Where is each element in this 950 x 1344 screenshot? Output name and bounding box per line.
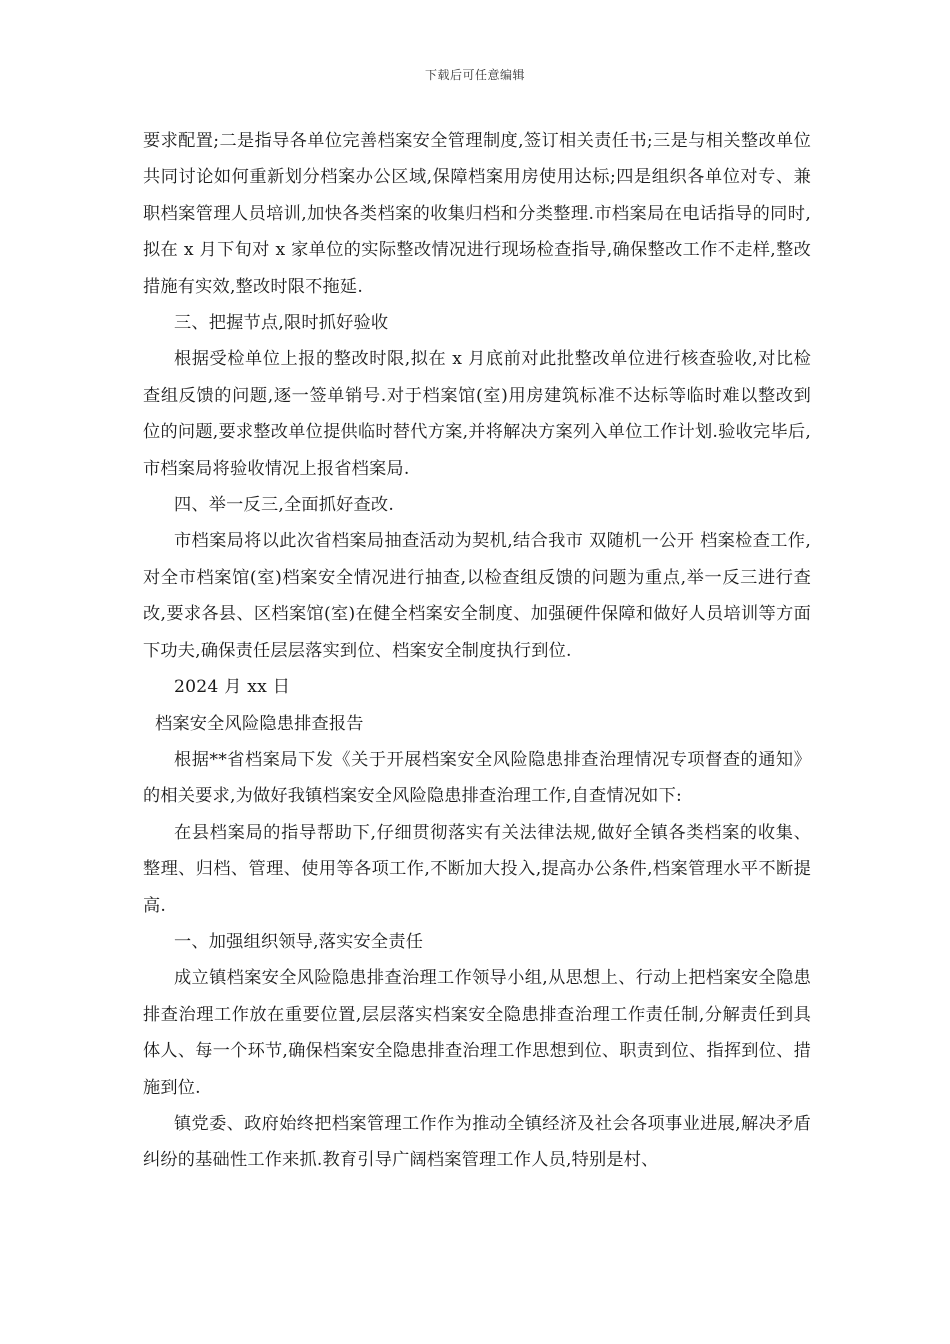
paragraph-leadership: 成立镇档案安全风险隐患排查治理工作领导小组,从思想上、行动上把档案安全隐患排查治理工作放在重要位置,层层落实档案安全隐患排查治理工作责任制,分解责任到具体人、每一个环节,确保档案安全隐患排查治理工作思想到位、职责到位、指挥到位、措施到位.: [143, 968, 811, 1098]
paragraph-guidance: 在县档案局的指导帮助下,仔细贯彻落实有关法律法规,做好全镇各类档案的收集、整理、归档、管理、使用等各项工作,不断加大投入,提高办公条件,档案管理水平不断提高.: [143, 822, 811, 916]
paragraph-party-committee: 镇党委、政府始终把档案管理工作作为推动全镇经济及社会各项事业进展,解决矛盾纠纷的基础性工作来抓.教育引导广阔档案管理工作人员,特别是村、: [143, 1113, 811, 1171]
paragraph-inspection: 市档案局将以此次省档案局抽查活动为契机,结合我市 双随机一公开 档案检查工作,对全市档案馆(室)档案安全情况进行抽查,以检查组反馈的问题为重点,举一反三进行查改,要求各县、区档案馆(室)在健全档案安全制度、加强硬件保障和做好人员培训等方面下功夫,确保责任层层落实到位、档案安全制度执行到位.: [143, 531, 811, 661]
page-header: 下载后可任意编辑: [424, 68, 525, 82]
document-body: [143, 123, 811, 1179]
section-heading-leadership: 一、加强组织领导,落实安全责任: [174, 931, 424, 952]
date-line: 2024 月 xx 日: [174, 677, 291, 698]
paragraph-acceptance: 根据受检单位上报的整改时限,拟在 x 月底前对此批整改单位进行核查验收,对比检查组反馈的问题,逐一签单销号.对于档案馆(室)用房建筑标准不达标等临时难以整改到位的问题,要求整改单位提供临时替代方案,并将解决方案列入单位工作计划.验收完毕后,市档案局将验收情况上报省档案局.: [143, 349, 811, 479]
section-heading-inspection: 四、举一反三,全面抓好查改.: [174, 495, 394, 516]
paragraph-report-intro: 根据**省档案局下发《关于开展档案安全风险隐患排查治理情况专项督查的通知》的相关要求,为做好我镇档案安全风险隐患排查治理工作,自查情况如下:: [143, 749, 811, 807]
paragraph-rectification-measures: 要求配置;二是指导各单位完善档案安全管理制度,签订相关责任书;三是与相关整改单位共同讨论如何重新划分档案办公区域,保障档案用房使用达标;四是组织各单位对专、兼职档案管理人员培训,加快各类档案的收集归档和分类整理.市档案局在电话指导的同时,拟在 x 月下旬对 x 家单位的实际整改情况进行现场检查指导,确保整改工作不走样,整改措施有实效,整改时限不拖延.: [143, 131, 811, 297]
report-title: 档案安全风险隐患排查报告: [155, 713, 364, 734]
section-heading-acceptance: 三、把握节点,限时抓好验收: [174, 313, 389, 334]
